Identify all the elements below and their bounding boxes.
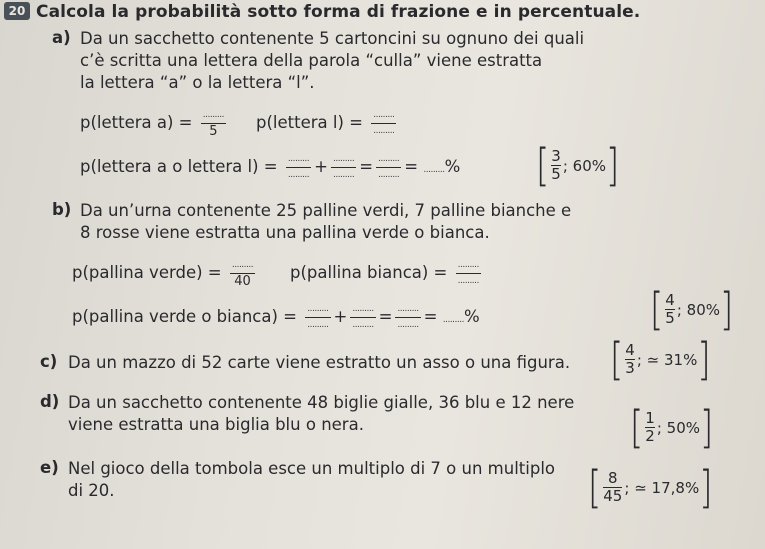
- item-d-line-1: Da un sacchetto contenente 48 biglie gialle, 36 blu e 12 nere: [68, 393, 575, 412]
- fraction: $\frac{.........}{.........}$: [287, 154, 310, 180]
- item-a-prob-2: [256, 108, 399, 139]
- item-a-label: a): [52, 28, 71, 47]
- item-e-answer: [ 8 45 ; ≃ 17,8% ]: [588, 461, 713, 514]
- answer-percent: 50%: [666, 418, 700, 437]
- prob-label: p(lettera l) =: [256, 113, 363, 132]
- fraction: $\frac{.........}{.........}$: [332, 154, 355, 180]
- prob-label: p(pallina bianca) =: [290, 263, 448, 282]
- item-d-label: d): [40, 392, 60, 411]
- answer-percent: 60%: [572, 156, 606, 175]
- item-b-answer: [ 4 5 ; 80% ]: [650, 283, 734, 336]
- item-c-label: c): [40, 352, 58, 371]
- answer-fraction: 3 5: [551, 147, 561, 183]
- answer-fraction: 4 5: [665, 291, 675, 327]
- item-e-line-2: di 20.: [68, 481, 115, 500]
- item-a-line-3: la lettera “a” o la lettera “l”.: [80, 73, 315, 92]
- answer-percent: ≃ 17,8%: [634, 478, 700, 497]
- exercise-title: Calcola la probabilità sotto forma di frazione e in percentuale.: [36, 2, 641, 22]
- prob-label: p(pallina verde) =: [72, 263, 222, 282]
- item-a-answer: [ 3 5 ; 60% ]: [536, 139, 620, 192]
- fraction: $\frac{.........}{.........}$: [378, 154, 400, 180]
- item-b-prob-2: [290, 258, 484, 289]
- item-a-prob-1: [80, 108, 229, 139]
- fraction: $\frac{.........}{40}$: [231, 260, 254, 289]
- item-a-prob-3: p(lettera a o lettera l) = $\frac{.........}{.........}$ + $\frac{.........}{.........}$ = $\frac{.........}{.........}$ = .........%: [80, 152, 460, 183]
- answer-fraction: 4 3: [625, 341, 635, 377]
- item-d-answer: [ 1 2 ; 50% ]: [630, 401, 714, 454]
- exercise-number: 20: [4, 2, 30, 20]
- prob-label: p(lettera a o lettera l) =: [80, 157, 278, 176]
- prob-label: p(lettera a) =: [80, 113, 193, 132]
- item-e-label: e): [40, 458, 59, 477]
- fraction: $\frac{.........}{.........}$: [457, 260, 479, 286]
- item-b-label: b): [52, 200, 72, 219]
- item-b-prob-1: [72, 258, 258, 289]
- item-d-line-2: viene estratta una biglia blu o nera.: [68, 415, 364, 434]
- fraction: $\frac{.........}{.........}$: [373, 110, 395, 136]
- item-b-line-2: 8 rosse viene estratta una pallina verde o bianca.: [80, 223, 490, 242]
- answer-fraction: 8 45: [603, 469, 623, 505]
- item-a-line-2: c’è scritta una lettera della parola “culla” viene estratta: [80, 51, 543, 70]
- item-e-line-1: Nel gioco della tombola esce un multiplo di 7 o un multiplo: [68, 459, 555, 478]
- fraction: $\frac{.........}{5}$: [202, 110, 224, 139]
- answer-fraction: 1 2: [645, 409, 655, 445]
- item-c-answer: [ 4 3 ; ≃ 31% ]: [610, 333, 711, 386]
- item-a-line-1: Da un sacchetto contenente 5 cartoncini su ognuno dei quali: [80, 29, 585, 48]
- answer-percent: ≃ 31%: [646, 350, 698, 369]
- fraction: $\frac{.........}{.........}$: [397, 304, 419, 330]
- item-c-line-1: Da un mazzo di 52 carte viene estratto un asso o una figura.: [68, 353, 571, 372]
- answer-percent: 80%: [686, 300, 720, 319]
- prob-label: p(pallina verde o bianca) =: [72, 307, 297, 326]
- fraction: $\frac{.........}{.........}$: [307, 304, 329, 330]
- item-b-prob-3: p(pallina verde o bianca) = $\frac{.........}{.........}$ + $\frac{.........}{.........}$ = $\frac{.........}{.........}$ = .........%: [72, 302, 480, 333]
- fraction: $\frac{.........}{.........}$: [352, 304, 374, 330]
- item-b-line-1: Da un’urna contenente 25 palline verdi, 7 palline bianche e: [80, 201, 572, 220]
